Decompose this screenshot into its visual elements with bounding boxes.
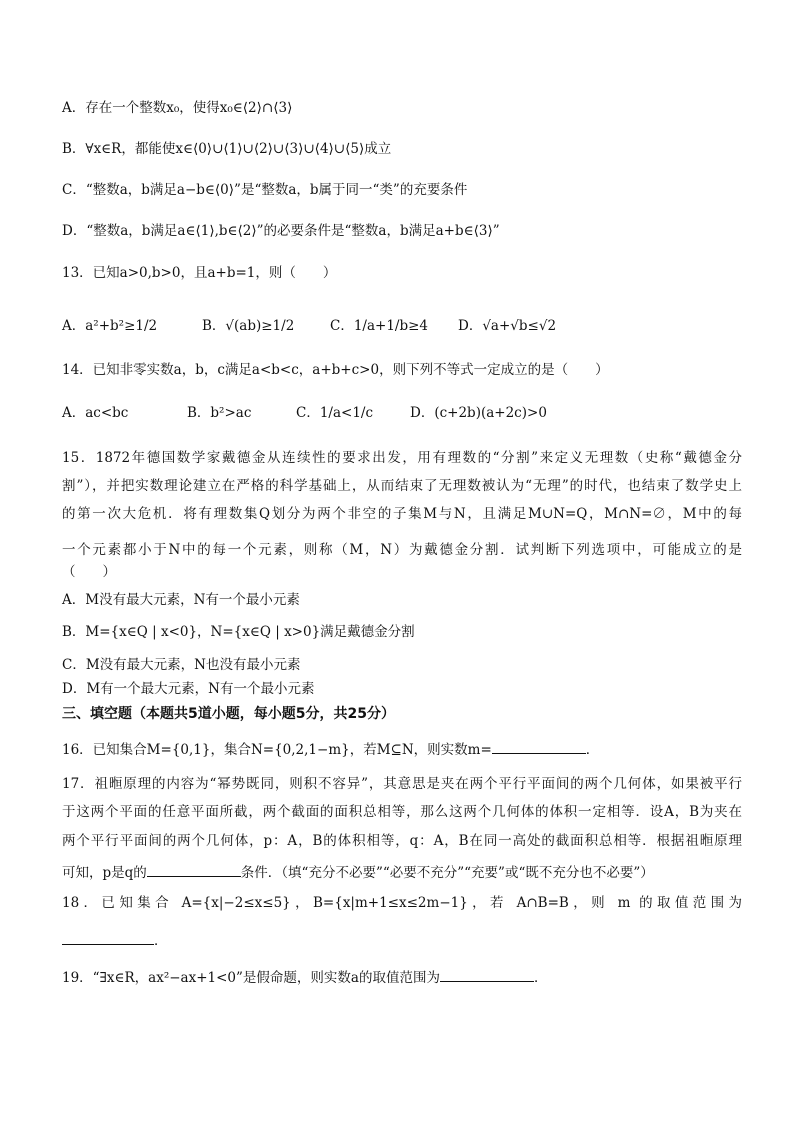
- q12-option-b: B．∀x∈R，都能使x∈⟨0⟩∪⟨1⟩∪⟨2⟩∪⟨3⟩∪⟨4⟩∪⟨5⟩成立: [62, 141, 392, 157]
- q15-line-5: （ ）: [62, 564, 116, 580]
- q17-line-4: [62, 862, 742, 882]
- q18-answer-blank[interactable]: [62, 930, 154, 945]
- q15-line-2: 割”），并把实数理论建立在严格的科学基础上，从而结束了无理数被认为“无理”的时代，也结束了数学史上: [62, 478, 742, 494]
- q14-stem: 14．已知非零实数a，b，c满足a<b<c，a+b+c>0，则下列不等式一定成立的是（ ）: [62, 362, 609, 378]
- q16-answer-blank[interactable]: [492, 739, 586, 754]
- q19: [62, 967, 742, 987]
- q17-line-1: 17．祖暅原理的内容为“幂势既同，则积不容异”，其意思是夹在两个平行平面间的两个几何体，如果被平行: [62, 776, 742, 792]
- q15-line-1: 15．1872年德国数学家戴德金从连续性的要求出发，用有理数的“分割”来定义无理数（史称“戴德金分: [62, 450, 742, 466]
- q16-end: ．: [585, 742, 600, 758]
- q16-text: 16．已知集合M={0,1}，集合N={0,2,1−m}，若M⊆N，则实数m=: [62, 742, 492, 758]
- q12-option-c: C．“整数a，b满足a−b∈⟨0⟩”是“整数a，b属于同一“类”的充要条件: [62, 182, 468, 198]
- q15-option-a: A．M没有最大元素，N有一个最小元素: [62, 592, 300, 608]
- q19-answer-blank[interactable]: [440, 967, 534, 982]
- q14-option-d: D．(c+2b)(a+2c)>0: [410, 405, 547, 421]
- q15-option-d: D．M有一个最大元素，N有一个最小元素: [62, 681, 315, 697]
- q17-text-before: 可知，p是q的: [62, 865, 147, 881]
- q12-option-a: A．存在一个整数x₀，使得x₀∈⟨2⟩∩⟨3⟩: [62, 100, 293, 116]
- q14-option-a: A．ac<bc: [62, 405, 129, 421]
- section-3-title: 三、填空题（本题共5道小题，每小题5分，共25分）: [62, 706, 395, 722]
- q15-option-b: B．M={x∈Q | x<0}，N={x∈Q | x>0}满足戴德金分割: [62, 624, 415, 640]
- q13-stem: 13．已知a>0,b>0，且a+b=1，则（ ）: [62, 265, 337, 281]
- q17-line-3: 两个平行平面间的两个几何体，p：A，B的体积相等，q：A，B在同一高处的截面积总相等．根据祖暅原理: [62, 833, 742, 849]
- q18-end: ．: [154, 933, 168, 949]
- q17-line-2: 于这两个平面的任意平面所截，两个截面的面积总相等，那么这两个几何体的体积一定相等．设A，B为夹在: [62, 804, 742, 820]
- q18-line-1: 18．已知集合 A={x|−2≤x≤5}，B={x|m+1≤x≤2m−1}，若 A∩B=B，则 m 的取值范围为: [62, 895, 742, 911]
- q15-line-4: 一个元素都小于N中的每一个元素，则称（M，N）为戴德金分割．试判断下列选项中，可能成立的是: [62, 542, 742, 558]
- q14-option-b: B．b²>ac: [187, 405, 252, 421]
- q17-answer-blank[interactable]: [147, 862, 241, 877]
- q16: [62, 739, 742, 759]
- q15-option-c: C．M没有最大元素，N也没有最小元素: [62, 657, 301, 673]
- q13-option-d: D．√a+√b≤√2: [458, 318, 557, 334]
- q14-option-c: C．1/a<1/c: [296, 405, 374, 421]
- q19-end: ．: [533, 970, 548, 986]
- q18-line-2: [62, 930, 742, 950]
- q17-text-after: 条件．（填“充分不必要”“必要不充分”“充要”或“既不充分也不必要”）: [240, 865, 654, 881]
- q15-line-3: 的第一次大危机．将有理数集Q划分为两个非空的子集M与N，且满足M∪N=Q，M∩N=∅，M中的每: [62, 506, 742, 522]
- q13-option-a: A．a²+b²≥1/2: [62, 318, 158, 334]
- q19-text: 19．“∃x∈R，ax²−ax+1<0”是假命题，则实数a的取值范围为: [62, 970, 440, 986]
- q12-option-d: D．“整数a，b满足a∈⟨1⟩,b∈⟨2⟩”的必要条件是“整数a，b满足a+b∈⟨3⟩”: [62, 223, 500, 239]
- q13-option-c: C．1/a+1/b≥4: [330, 318, 429, 334]
- q13-option-b: B．√(ab)≥1/2: [202, 318, 295, 334]
